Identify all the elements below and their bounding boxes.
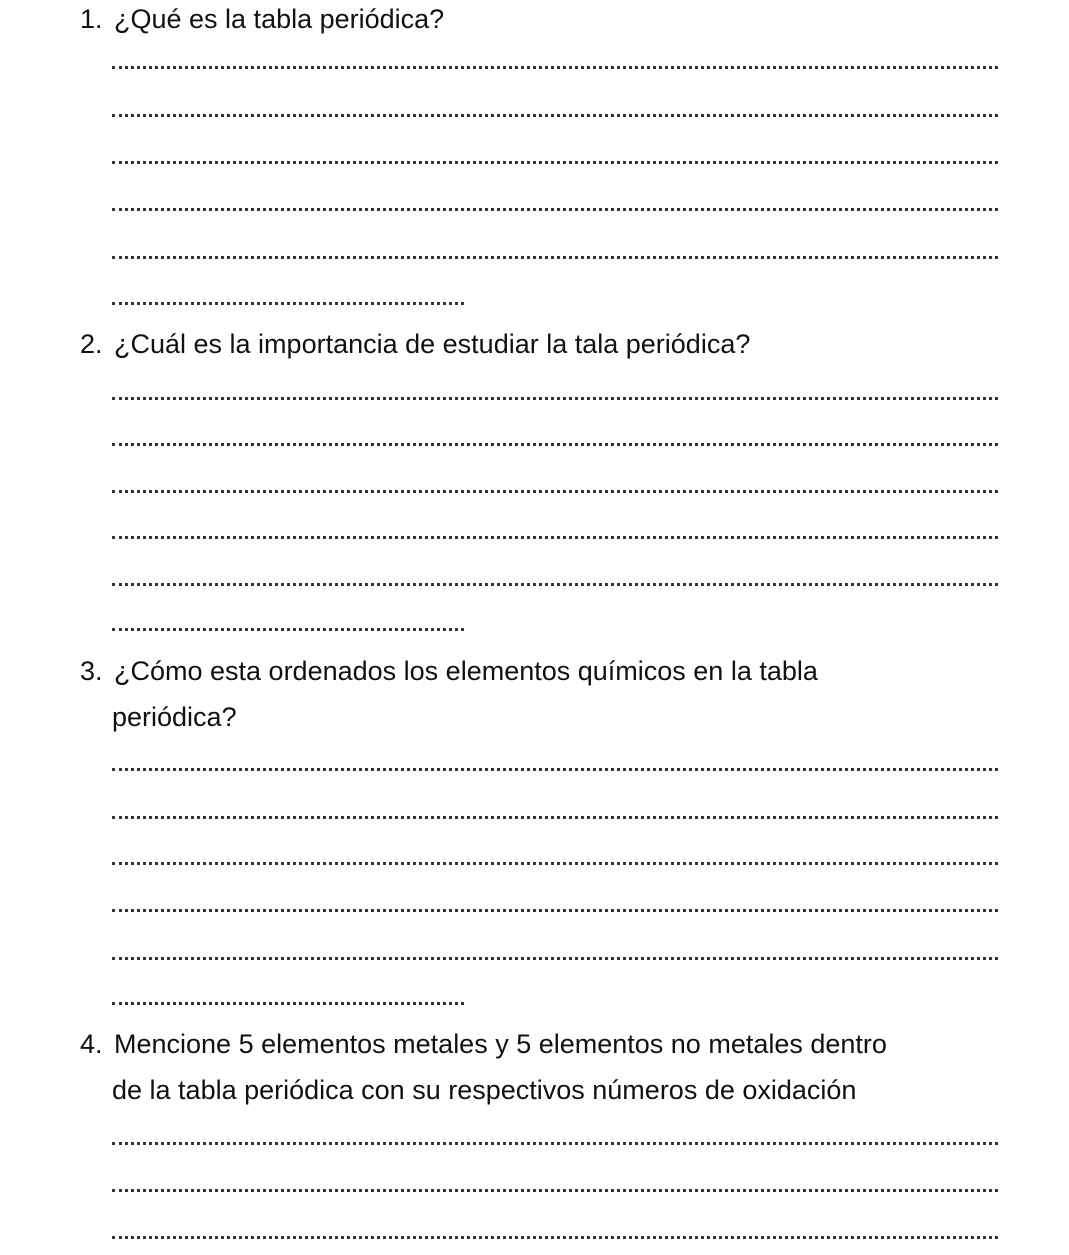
question-text-continued: de la tabla periódica con su respectivos números de oxidación [112,1075,857,1105]
answer-line[interactable] [112,816,998,819]
question-3 [80,648,818,740]
answer-line[interactable] [112,909,998,912]
answer-line[interactable] [112,1236,998,1239]
answer-line[interactable] [112,397,998,400]
answer-line[interactable] [112,957,998,960]
answer-line[interactable] [112,628,464,631]
question-2 [80,321,750,367]
answer-line[interactable] [112,443,998,446]
question-text: ¿Cómo esta ordenados los elementos químicos en la tabla [114,656,818,686]
answer-line[interactable] [112,583,998,586]
question-number: 4. [80,1029,103,1059]
question-number: 2. [80,329,103,359]
answer-line[interactable] [112,161,998,164]
answer-line[interactable] [112,862,998,865]
question-text: ¿Qué es la tabla periódica? [114,4,445,34]
question-text-continued: periódica? [112,702,237,732]
question-number: 1. [80,4,103,34]
question-text: Mencione 5 elementos metales y 5 elementos no metales dentro [114,1029,887,1059]
answer-line[interactable] [112,208,998,211]
question-number: 3. [80,656,103,686]
answer-line[interactable] [112,768,998,771]
question-text: ¿Cuál es la importancia de estudiar la tala periódica? [114,329,751,359]
question-1 [80,0,444,42]
answer-line[interactable] [112,256,998,259]
answer-line[interactable] [112,1002,464,1005]
answer-line[interactable] [112,302,464,305]
answer-line[interactable] [112,1142,998,1145]
answer-line[interactable] [112,536,998,539]
answer-line[interactable] [112,114,998,117]
answer-line[interactable] [112,66,998,69]
question-4 [80,1021,887,1113]
answer-line[interactable] [112,1189,998,1192]
answer-line[interactable] [112,490,998,493]
